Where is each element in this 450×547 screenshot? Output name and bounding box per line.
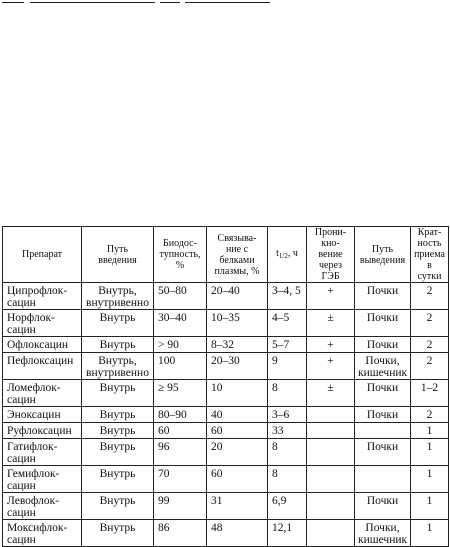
- cell-route: Внутрь: [82, 423, 154, 439]
- cell-freq: 1: [411, 423, 449, 439]
- cell-bbb: +: [307, 283, 355, 310]
- table-row: [3, 310, 449, 337]
- cell-bbb: [307, 407, 355, 423]
- cell-bio: 50–80: [154, 283, 207, 310]
- cell-bbb: [307, 466, 355, 493]
- cell-bio: 70: [154, 466, 207, 493]
- cell-t12: 6,9: [268, 493, 307, 520]
- cell-bio: 60: [154, 423, 207, 439]
- cell-bio: 86: [154, 520, 207, 547]
- cell-bio: 100: [154, 353, 207, 380]
- fluoroquinolone-table: [2, 226, 449, 547]
- cell-t12: 8: [268, 466, 307, 493]
- cell-binding: 20–30: [207, 353, 268, 380]
- table-row: [3, 439, 449, 466]
- cell-name: Пефлоксацин: [3, 353, 82, 380]
- cell-t12: 3–4, 5: [268, 283, 307, 310]
- cell-name: Офлоксацин: [3, 337, 82, 353]
- cell-route: Внутрь: [82, 337, 154, 353]
- cell-freq: 2: [411, 407, 449, 423]
- table-row: [3, 493, 449, 520]
- table-row: [3, 423, 449, 439]
- cell-binding: 31: [207, 493, 268, 520]
- cell-name: Левофлок- сацин: [3, 493, 82, 520]
- table-row: [3, 283, 449, 310]
- cell-t12: 5–7: [268, 337, 307, 353]
- cell-bio: 30–40: [154, 310, 207, 337]
- cell-bbb: [307, 423, 355, 439]
- cell-binding: 8–32: [207, 337, 268, 353]
- cell-excretion: Почки: [355, 337, 411, 353]
- cell-name: Ципрофлок- сацин: [3, 283, 82, 310]
- cell-freq: 2: [411, 310, 449, 337]
- cell-binding: 48: [207, 520, 268, 547]
- cell-binding: 60: [207, 423, 268, 439]
- cell-bio: 99: [154, 493, 207, 520]
- cell-route: Внутрь, внутривенно: [82, 353, 154, 380]
- col-half-life-header: $t_{1/2}$, ч: [268, 227, 307, 283]
- cell-excretion: [355, 423, 411, 439]
- cell-excretion: Почки: [355, 310, 411, 337]
- cell-bbb: [307, 520, 355, 547]
- cell-name: Ломефлок- сацин: [3, 380, 82, 407]
- cell-excretion: Почки, кишечник: [355, 520, 411, 547]
- cell-name: Руфлоксацин: [3, 423, 82, 439]
- cell-t12: 9: [268, 353, 307, 380]
- col-frequency-header: Крат- ность приема в сутки: [411, 227, 449, 283]
- cell-freq: 1: [411, 466, 449, 493]
- cell-bbb: +: [307, 337, 355, 353]
- cell-excretion: Почки: [355, 283, 411, 310]
- cell-t12: 33: [268, 423, 307, 439]
- top-rule-3: [160, 2, 180, 3]
- cell-binding: 60: [207, 466, 268, 493]
- cell-freq: 2: [411, 283, 449, 310]
- col-drug-header: Препарат: [3, 227, 82, 283]
- cell-bbb: ±: [307, 380, 355, 407]
- cell-excretion: Почки: [355, 493, 411, 520]
- cell-excretion: Почки: [355, 407, 411, 423]
- cell-name: Норфлок- сацин: [3, 310, 82, 337]
- col-bbb-header: Прони- кно- вение через ГЭБ: [307, 227, 355, 283]
- cell-bio: > 90: [154, 337, 207, 353]
- cell-name: Гемифлок- сацин: [3, 466, 82, 493]
- cell-excretion: Почки: [355, 439, 411, 466]
- cell-bio: 80–90: [154, 407, 207, 423]
- col-excretion-header: Путь выведения: [355, 227, 411, 283]
- cell-freq: 1: [411, 493, 449, 520]
- col-protein-binding-header: Связыва- ние с белками плазмы, %: [207, 227, 268, 283]
- table-row: [3, 520, 449, 547]
- cell-freq: 1: [411, 439, 449, 466]
- cell-binding: 10: [207, 380, 268, 407]
- table-row: [3, 380, 449, 407]
- cell-t12: 3–6: [268, 407, 307, 423]
- col-route-header: Путь введения: [82, 227, 154, 283]
- table-row: [3, 407, 449, 423]
- cell-name: Эноксацин: [3, 407, 82, 423]
- cell-excretion: [355, 466, 411, 493]
- cell-bbb: ±: [307, 310, 355, 337]
- table-row: [3, 466, 449, 493]
- cell-route: Внутрь: [82, 310, 154, 337]
- cell-freq: 2: [411, 337, 449, 353]
- cell-route: Внутрь: [82, 407, 154, 423]
- cell-excretion: Почки, кишечник: [355, 353, 411, 380]
- cell-name: Гатифлок- сацин: [3, 439, 82, 466]
- cell-t12: 12,1: [268, 520, 307, 547]
- cell-binding: 20–40: [207, 283, 268, 310]
- cell-route: Внутрь: [82, 380, 154, 407]
- cell-bbb: [307, 439, 355, 466]
- cell-binding: 10–35: [207, 310, 268, 337]
- cell-t12: 8: [268, 439, 307, 466]
- cell-freq: 2: [411, 353, 449, 380]
- cell-name: Моксифлок- сацин: [3, 520, 82, 547]
- cell-route: Внутрь: [82, 466, 154, 493]
- cell-route: Внутрь, внутривенно: [82, 283, 154, 310]
- table-row: [3, 353, 449, 380]
- cell-binding: 20: [207, 439, 268, 466]
- cell-freq: 1: [411, 520, 449, 547]
- cell-route: Внутрь: [82, 493, 154, 520]
- table-row: [3, 337, 449, 353]
- table-header-row: [3, 227, 449, 283]
- cell-t12: 8: [268, 380, 307, 407]
- cell-t12: 4–5: [268, 310, 307, 337]
- cell-route: Внутрь: [82, 439, 154, 466]
- cell-bbb: +: [307, 353, 355, 380]
- top-rule-1: [2, 2, 24, 3]
- cell-binding: 40: [207, 407, 268, 423]
- cell-route: Внутрь: [82, 520, 154, 547]
- cell-bio: 96: [154, 439, 207, 466]
- top-rule-2: [30, 2, 155, 3]
- cell-excretion: Почки: [355, 380, 411, 407]
- col-bioavailability-header: Биодос- тупность, %: [154, 227, 207, 283]
- cell-bio: ≥ 95: [154, 380, 207, 407]
- top-rule-4: [185, 2, 270, 3]
- cell-bbb: [307, 493, 355, 520]
- cell-freq: 1–2: [411, 380, 449, 407]
